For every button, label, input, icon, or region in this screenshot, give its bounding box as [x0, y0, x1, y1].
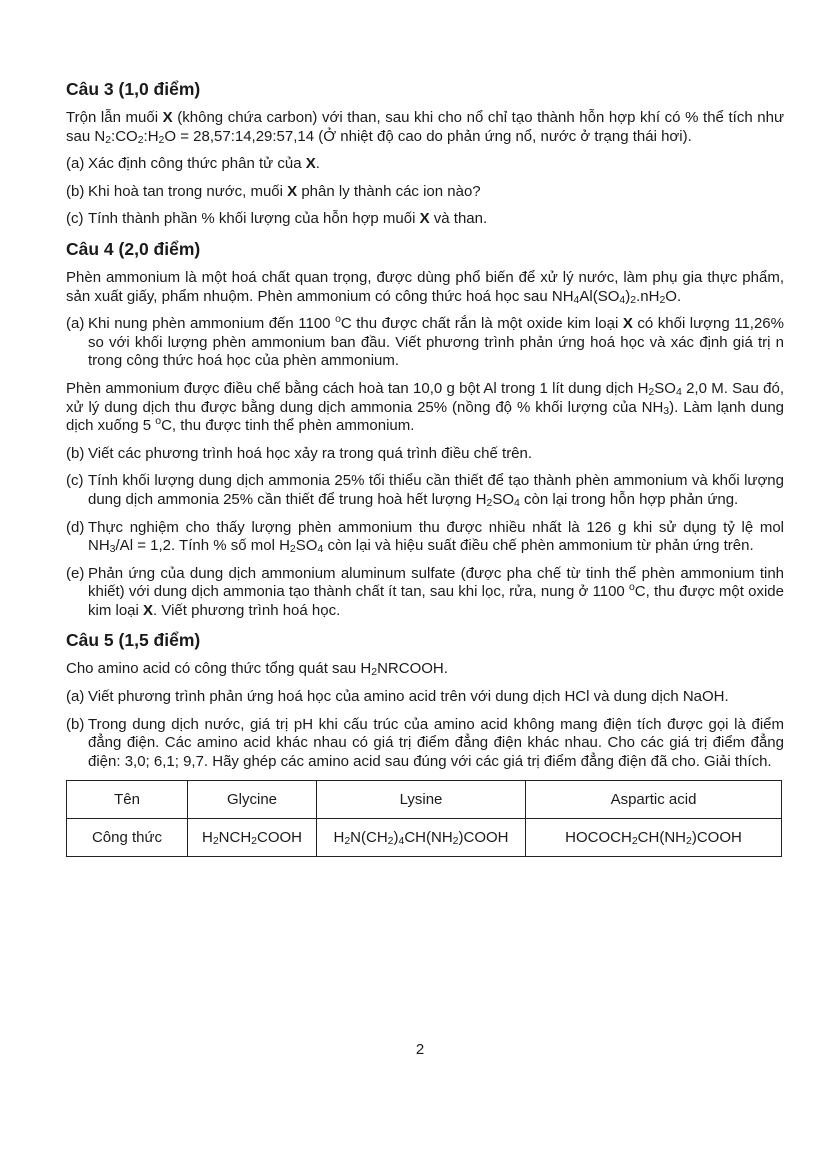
question-3a: (a) Xác định công thức phân tử của X. [66, 155, 320, 173]
page-number: 2 [415, 1041, 425, 1058]
table-header-lysine: Lysine [317, 781, 526, 819]
question-3-title: Câu 3 (1,0 điểm) [66, 79, 201, 99]
table-row [67, 819, 782, 857]
question-4-preparation: Phèn ammonium được điều chế bằng cách hoà tan 10,0 g bột Al trong 1 lít dung dịch $H_2SO_4$ 2,0 M. Sau đó, xử lý dung dịch thu được bằng dung dịch ammonia 25% (nồng độ % khối lượng của $NH_3$). Làm lạnh dung dịch xuống 5 $^o$C, thu được tinh thể phèn ammonium. [66, 379, 785, 435]
question-4b: (b) Viết các phương trình hoá học xảy ra trong quá trình điều chế trên. [66, 444, 533, 462]
question-3-intro: Trộn lẫn muối X (không chứa carbon) với than, sau khi cho nổ chỉ tạo thành hỗn hợp khí có % thể tích như sau $N_2:CO_2:H_2O$ = 28,57:14,29:57,14 (Ở nhiệt độ cao do phản ứng nổ, nước ở trạng thái hơi). [66, 109, 784, 146]
question-4-intro: Phèn ammonium là một hoá chất quan trọng, được dùng phổ biến để xử lý nước, làm phụ gia thực phẩm, sản xuất giấy, phẩm nhuộm. Phèn ammonium có công thức hoá học sau $NH_4Al(SO_4)_2.nH_2O$. [66, 268, 784, 306]
table-header-glycine: Glycine [188, 781, 317, 819]
question-4c: (c) Tính khối lượng dung dịch ammonia 25% tối thiểu cần thiết để tạo thành phèn ammonium và khối lượng dung dịch ammonia 25% cần thiết để trung hoà hết lượng $H_2SO_4$ còn lại trong hỗn hợp phản ứng. [66, 472, 784, 509]
table-header-aspartic-acid: Aspartic acid [526, 781, 782, 819]
table-header-name: Tên [67, 781, 188, 819]
amino-acid-table [66, 780, 782, 857]
question-4-title: Câu 4 (2,0 điểm) [66, 238, 201, 259]
question-3b: (b) Khi hoà tan trong nước, muối X phân ly thành các ion nào? [66, 182, 481, 200]
question-5-title: Câu 5 (1,5 điểm) [66, 630, 201, 651]
question-4a: (a) Khi nung phèn ammonium đến 1100 $^o$C thu được chất rắn là một oxide kim loại X có khối lượng 11,26% so với khối lượng phèn ammonium ban đầu. Viết phương trình phản ứng hoá học và xác định giá trị n trong công thức hoá học của phèn ammonium. [66, 313, 784, 370]
question-5a: (a) Viết phương trình phản ứng hoá học của amino acid trên với dung dịch HCl và dung dịch NaOH. [66, 688, 729, 706]
lysine-formula: $H_2N(CH_2)_4CH(NH_2)COOH$ [317, 819, 526, 857]
question-5-intro: Cho amino acid có công thức tổng quát sau $H_2NRCOOH$. [66, 660, 448, 679]
question-3c: (c) Tính thành phần % khối lượng của hỗn hợp muối X và than. [66, 210, 488, 228]
question-4d: (d) Thực nghiệm cho thấy lượng phèn ammonium thu được nhiều nhất là 126 g khi sử dụng tỷ lệ mol $NH_3/Al = 1,2$. Tính % số mol $H_2SO_4$ còn lại và hiệu suất điều chế phèn ammonium từ phản ứng trên. [66, 518, 784, 556]
question-4e: (e) Phản ứng của dung dịch ammonium aluminum sulfate (được pha chế từ tinh thể phèn ammonium tinh khiết) với dung dịch ammonia tạo thành chất ít tan, sau khi lọc, rửa, nung ở 1100 $^o$C, thu được một oxide kim loại X. Viết phương trình hoá học. [66, 564, 784, 619]
table-row [67, 781, 782, 819]
aspartic-acid-formula: $HOCOCH_2CH(NH_2)COOH$ [526, 819, 782, 857]
table-row-label-formula: Công thức [67, 819, 188, 857]
question-5b: (b) Trong dung dịch nước, giá trị pH khi cấu trúc của amino acid không mang điện tích được gọi là điểm đẳng điện. Các amino acid khác nhau có giá trị điểm đẳng điện khác nhau. Cho các giá trị điểm đẳng điện: 3,0; 6,1; 9,7. Hãy ghép các amino acid sau đúng với các giá trị điểm đẳng điện đã cho. Giải thích. [66, 715, 784, 770]
glycine-formula: $H_2NCH_2COOH$ [188, 819, 317, 857]
exam-page [66, 78, 784, 857]
